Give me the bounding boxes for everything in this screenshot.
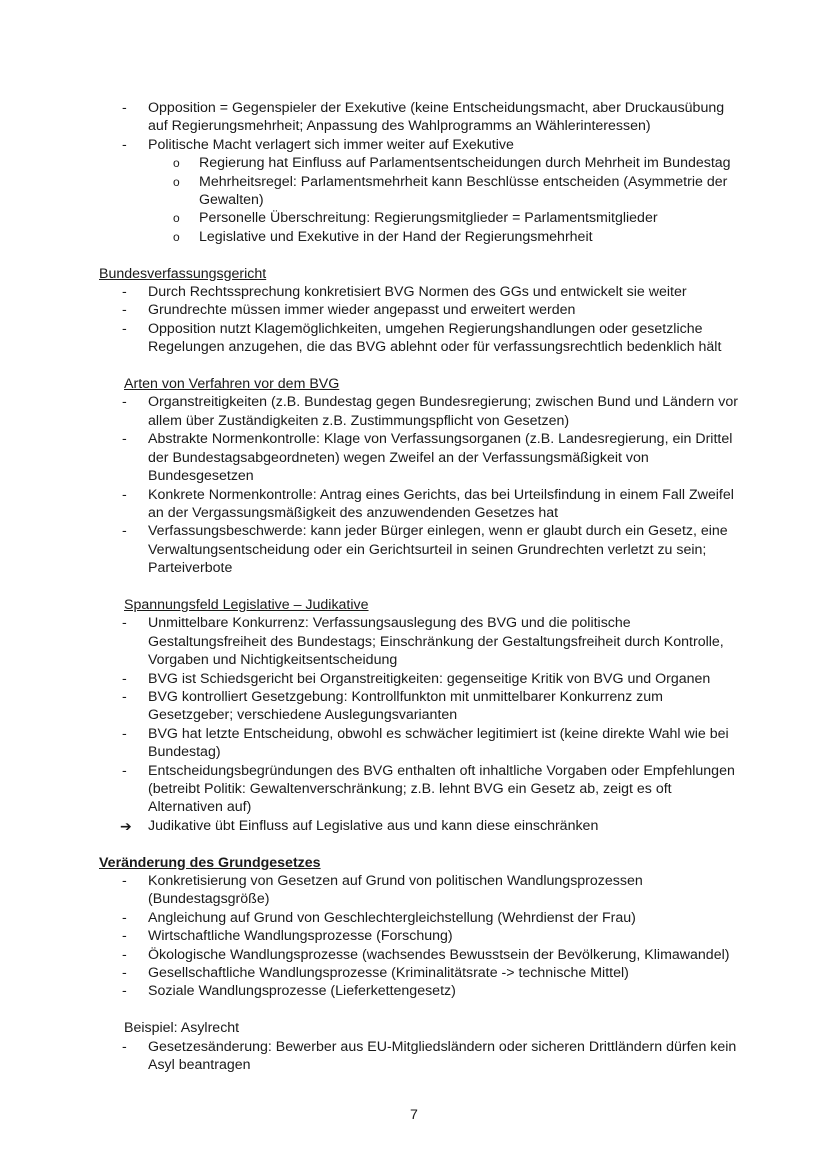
list-item-text: Durch Rechtssprechung konkretisiert BVG Normen des GGs und entwickelt sie weiter: [148, 284, 687, 301]
list-item: [0, 486, 828, 523]
list-item-text: Politische Macht verlagert sich immer weiter auf Exekutive: [148, 136, 514, 153]
list-item-text: Angleichung auf Grund von Geschlechtergleichstellung (Wehrdienst der Frau): [148, 909, 636, 926]
list-item-text: Gesellschaftliche Wandlungsprozesse (Kriminalitätsrate -> technische Mittel): [148, 965, 629, 982]
dash-marker: -: [122, 946, 127, 963]
sub-list-item: [0, 154, 828, 172]
list-item-text: Grundrechte müssen immer wieder angepasst und erweitert werden: [148, 302, 576, 319]
dash-marker: -: [122, 136, 127, 153]
spacer: [0, 578, 828, 596]
dash-marker: -: [122, 983, 127, 1000]
list-item-text: Abstrakte Normenkontrolle: Klage von Verfassungsorganen (z.B. Landesregierung, ein Drittel der Bundestagsabgeordneten) wegen Zweifel an der Verfassungsmäßigkeit von Bundesgesetzen: [148, 431, 733, 485]
dash-marker: -: [122, 394, 127, 411]
section-heading-bvg: Bundesverfassungsgericht: [99, 265, 267, 282]
dash-marker: -: [122, 725, 127, 742]
dash-marker: -: [122, 284, 127, 301]
sub-list-item: [0, 228, 828, 246]
list-item-text: Organstreitigkeiten (z.B. Bundestag gegen Bundesregierung; zwischen Bund und Ländern vor allem über Zuständigkeiten z.B. Zustimmungspflicht von Gesetzen): [148, 394, 738, 429]
dash-marker: -: [122, 523, 127, 540]
spacer: [0, 835, 828, 853]
example-label: Beispiel: Asylrecht: [124, 1020, 240, 1037]
list-item: [0, 762, 828, 817]
list-item: [0, 614, 828, 669]
page-content: [0, 99, 828, 1074]
list-item: [0, 946, 828, 964]
list-item-text: Wirtschaftliche Wandlungsprozesse (Forschung): [148, 928, 453, 945]
list-item: [0, 393, 828, 430]
list-item: [0, 1038, 828, 1075]
list-item-text: Konkrete Normenkontrolle: Antrag eines Gerichts, das bei Urteilsfindung in einem Fall Zweifel an der Vergassungsmäßigkeit des anzuwendenden Gesetzes hat: [148, 486, 734, 521]
list-item: [0, 430, 828, 485]
dash-marker: -: [122, 100, 127, 116]
dash-marker: -: [122, 688, 127, 705]
arrow-right-icon: ➔: [120, 817, 132, 834]
circle-marker: o: [173, 211, 180, 226]
spacer: [0, 246, 828, 264]
list-item-text: BVG hat letzte Entscheidung, obwohl es schwächer legitimiert ist (keine direkte Wahl wie bei Bundestag): [148, 725, 729, 761]
page-number: 7: [410, 1107, 418, 1123]
sub-list-item-text: Mehrheitsregel: Parlamentsmehrheit kann Beschlüsse entscheiden (Asymmetrie der Gewalten): [199, 173, 728, 209]
list-item-text: Soziale Wandlungsprozesse (Lieferkettengesetz): [148, 983, 456, 1000]
dash-marker: -: [122, 615, 127, 632]
dash-marker: -: [122, 762, 127, 779]
list-item: [0, 136, 828, 154]
list-item-text: Verfassungsbeschwerde: kann jeder Bürger einlegen, wenn er glaubt durch ein Gesetz, eine Verwaltungsentscheidung oder ein Gerichtsurteil in seinen Grundrechten verletzt zu sein; Parteiverbote: [148, 523, 728, 577]
list-item: [0, 670, 828, 688]
list-item-text: BVG kontrolliert Gesetzgebung: Kontrollfunkton mit unmittelbarer Konkurrenz zum Gesetzgeber; verschiedene Auslegungsvarianten: [148, 688, 663, 724]
list-item: [0, 964, 828, 982]
list-item: [0, 872, 828, 909]
list-item: [0, 99, 828, 136]
list-item-text: Opposition = Gegenspieler der Exekutive (keine Entscheidungsmacht, aber Druckausübung auf Regierungsmehrheit; Anpassung des Wahlprogramms an Wählerinteressen): [148, 100, 725, 135]
list-item: [0, 320, 828, 357]
sub-list-item: [0, 209, 828, 227]
sub-list-item: [0, 173, 828, 210]
list-item: [0, 283, 828, 301]
list-item-text: Entscheidungsbegründungen des BVG enthalten oft inhaltliche Vorgaben oder Empfehlungen (betreibt Politik: Gewaltenverschränkung; z.B. lehnt BVG ein Gesetz ab, zeigt es oft Alternativen auf): [148, 762, 735, 816]
dash-marker: -: [122, 909, 127, 926]
dash-marker: -: [122, 670, 127, 687]
conclusion-item: [0, 817, 828, 835]
list-item-text: Gesetzesänderung: Bewerber aus EU-Mitgliedsländern oder sicheren Drittländern dürfen kein Asyl beantragen: [148, 1038, 737, 1074]
spacer: [0, 357, 828, 375]
subsection-heading-verfahren: Arten von Verfahren vor dem BVG: [124, 376, 340, 393]
dash-marker: -: [122, 928, 127, 945]
spacer: [0, 1001, 828, 1019]
conclusion-text: Judikative übt Einfluss auf Legislative aus und kann diese einschränken: [148, 817, 599, 834]
dash-marker: -: [122, 873, 127, 889]
list-item-text: Ökologische Wandlungsprozesse (wachsendes Bewusstsein der Bevölkerung, Klimawandel): [148, 946, 730, 963]
sub-list-item-text: Personelle Überschreitung: Regierungsmitglieder = Parlamentsmitglieder: [199, 210, 658, 227]
section-heading-grundgesetz: Veränderung des Grundgesetzes: [99, 854, 321, 871]
subsection-heading-spannungsfeld: Spannungsfeld Legislative – Judikative: [124, 596, 369, 613]
dash-marker: -: [122, 302, 127, 319]
list-item: [0, 909, 828, 927]
list-item-text: Unmittelbare Konkurrenz: Verfassungsauslegung des BVG und die politische Gestaltungsfreiheit des Bundestags; Einschränkung der Gestaltungsfreiheit durch Kontrolle, Vorgaben und Nichtigkeitsentscheidung: [148, 615, 724, 669]
list-item: [0, 522, 828, 577]
list-item: [0, 688, 828, 725]
list-item: [0, 725, 828, 762]
dash-marker: -: [122, 431, 127, 448]
list-item-text: Opposition nutzt Klagemöglichkeiten, umgehen Regierungshandlungen oder gesetzliche Regelungen anzugehen, die das BVG ablehnt oder für verfassungsrechtlich bedenklich hält: [148, 320, 722, 356]
dash-marker: -: [122, 965, 127, 982]
list-item: [0, 927, 828, 945]
circle-marker: o: [173, 229, 180, 244]
list-item-text: BVG ist Schiedsgericht bei Organstreitigkeiten: gegenseitige Kritik von BVG und Organen: [148, 670, 711, 687]
list-item: [0, 982, 828, 1000]
dash-marker: -: [122, 486, 127, 503]
list-item: [0, 301, 828, 319]
dash-marker: -: [122, 320, 127, 337]
circle-marker: o: [173, 156, 180, 171]
circle-marker: o: [173, 174, 180, 189]
dash-marker: -: [122, 1038, 127, 1055]
sub-list-item-text: Regierung hat Einfluss auf Parlamentsentscheidungen durch Mehrheit im Bundestag: [199, 155, 731, 172]
sub-list-item-text: Legislative und Exekutive in der Hand der Regierungsmehrheit: [199, 228, 593, 245]
list-item-text: Konkretisierung von Gesetzen auf Grund von politischen Wandlungsprozessen (Bundestagsgröße): [148, 873, 643, 908]
